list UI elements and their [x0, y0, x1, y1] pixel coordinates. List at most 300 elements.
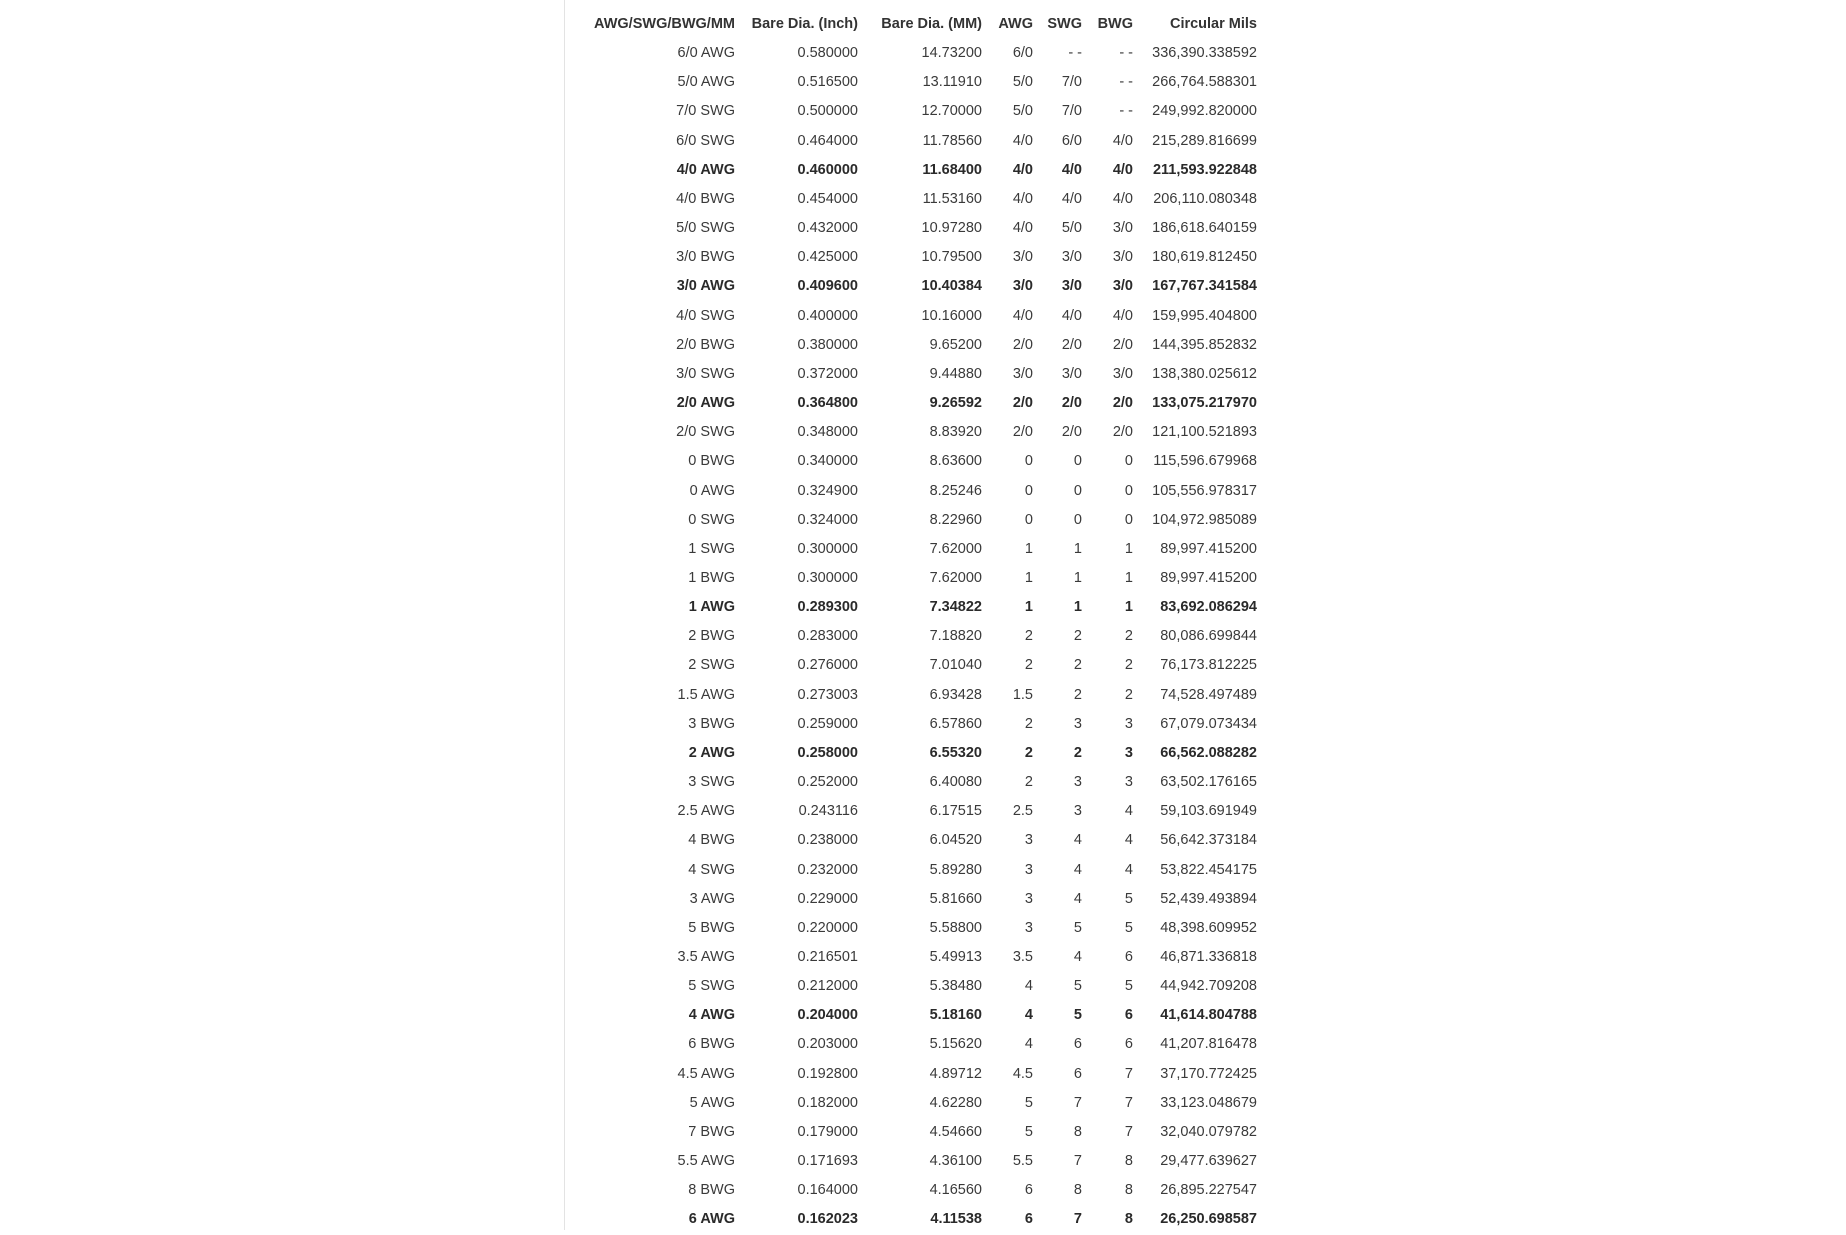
table-row: [585, 418, 1257, 447]
cell-bare-dia-inch: 0.283000: [797, 628, 858, 645]
cell-bwg: 5: [1124, 890, 1133, 907]
cell-awg: 5.5: [1012, 1153, 1033, 1170]
cell-bare-dia-mm: 5.58800: [929, 919, 982, 936]
cell-bwg: - -: [1119, 74, 1133, 91]
cell-awg: 0: [1024, 453, 1033, 470]
cell-size: 2/0 BWG: [676, 336, 735, 353]
cell-circular-mils: 211,593.922848: [1152, 161, 1257, 178]
cell-bare-dia-mm: 7.62000: [929, 569, 982, 586]
cell-bare-dia-mm: 10.40384: [921, 278, 982, 295]
header-awg: AWG: [998, 16, 1033, 32]
cell-awg: 2/0: [1012, 336, 1033, 353]
cell-bare-dia-mm: 11.78560: [922, 132, 982, 149]
cell-awg: 2: [1024, 628, 1033, 645]
cell-size: 6 AWG: [688, 1211, 735, 1228]
cell-circular-mils: 41,207.816478: [1160, 1036, 1257, 1053]
cell-size: 3 BWG: [688, 715, 735, 732]
cell-bare-dia-mm: 5.49913: [929, 949, 982, 965]
cell-bare-dia-mm: 6.17515: [929, 803, 982, 820]
cell-circular-mils: 180,619.812450: [1152, 249, 1257, 266]
cell-awg: 3: [1024, 890, 1033, 907]
cell-size: 3 SWG: [688, 774, 735, 791]
table-row: [585, 681, 1257, 710]
cell-bare-dia-inch: 0.409600: [797, 278, 858, 295]
cell-size: 3.5 AWG: [677, 949, 735, 965]
cell-circular-mils: 167,767.341584: [1152, 278, 1257, 295]
cell-bare-dia-inch: 0.300000: [797, 540, 858, 557]
cell-circular-mils: 63,502.176165: [1160, 774, 1257, 791]
cell-circular-mils: 26,250.698587: [1160, 1211, 1257, 1228]
cell-size: 4 AWG: [688, 1007, 735, 1024]
cell-bwg: 4: [1124, 803, 1133, 820]
table-row: [585, 39, 1257, 68]
cell-bare-dia-inch: 0.324000: [797, 511, 858, 528]
cell-awg: 1: [1024, 540, 1033, 557]
cell-circular-mils: 41,614.804788: [1160, 1007, 1257, 1024]
cell-swg: 3/0: [1061, 249, 1082, 266]
cell-circular-mils: 80,086.699844: [1160, 628, 1257, 645]
cell-swg: 0: [1073, 482, 1082, 499]
cell-awg: 3: [1024, 832, 1033, 849]
table-row: [585, 1030, 1257, 1059]
cell-awg: 4/0: [1012, 132, 1033, 149]
cell-size: 4.5 AWG: [677, 1065, 735, 1082]
cell-size: 0 BWG: [688, 453, 735, 470]
cell-bwg: 8: [1124, 1153, 1133, 1170]
cell-bare-dia-inch: 0.212000: [797, 978, 858, 995]
cell-awg: 2: [1024, 774, 1033, 791]
table-row: [585, 477, 1257, 506]
cell-circular-mils: 53,822.454175: [1160, 861, 1257, 878]
cell-bare-dia-mm: 4.11538: [930, 1211, 982, 1228]
table-row: [585, 943, 1257, 972]
cell-bare-dia-inch: 0.400000: [797, 307, 858, 324]
cell-bwg: 3/0: [1112, 220, 1133, 237]
cell-circular-mils: 336,390.338592: [1152, 45, 1257, 62]
cell-bwg: 5: [1124, 978, 1133, 995]
cell-swg: 8: [1073, 1182, 1082, 1199]
cell-swg: 7: [1073, 1153, 1082, 1170]
cell-awg: 5: [1024, 1123, 1033, 1140]
wire-gauge-table: [585, 10, 1257, 1235]
table-row: [585, 331, 1257, 360]
cell-swg: 6/0: [1061, 132, 1082, 149]
cell-bare-dia-mm: 11.68400: [922, 161, 982, 178]
table-row: [585, 127, 1257, 156]
cell-bare-dia-inch: 0.238000: [797, 832, 858, 849]
content-divider: [564, 0, 565, 1230]
cell-bwg: - -: [1119, 103, 1133, 120]
cell-bwg: 2/0: [1112, 395, 1133, 412]
cell-bare-dia-inch: 0.380000: [797, 336, 858, 353]
cell-awg: 5/0: [1012, 74, 1033, 91]
cell-bwg: 1: [1124, 540, 1133, 557]
table-row: [585, 972, 1257, 1001]
cell-awg: 3/0: [1012, 278, 1033, 295]
table-row: [585, 768, 1257, 797]
cell-swg: 8: [1073, 1123, 1082, 1140]
cell-bare-dia-mm: 9.65200: [929, 336, 982, 353]
table-row: [585, 1001, 1257, 1030]
cell-size: 1.5 AWG: [677, 686, 735, 703]
cell-size: 1 BWG: [688, 569, 735, 586]
cell-bwg: 4/0: [1112, 190, 1133, 207]
table-body: [585, 39, 1257, 1234]
cell-size: 1 SWG: [688, 540, 735, 557]
cell-bare-dia-mm: 7.62000: [929, 540, 982, 557]
cell-bwg: 7: [1124, 1123, 1133, 1140]
cell-size: 2 AWG: [688, 744, 735, 761]
table-row: [585, 243, 1257, 272]
cell-bwg: 7: [1124, 1065, 1133, 1082]
cell-bare-dia-inch: 0.454000: [797, 190, 858, 207]
cell-size: 2.5 AWG: [677, 803, 735, 820]
cell-size: 2 SWG: [688, 657, 735, 674]
table-row: [585, 1060, 1257, 1089]
cell-bare-dia-mm: 8.22960: [929, 511, 982, 528]
cell-swg: 3: [1073, 774, 1082, 791]
cell-bare-dia-inch: 0.273003: [797, 686, 858, 703]
cell-bare-dia-inch: 0.232000: [797, 861, 858, 878]
header-bare-dia-mm: Bare Dia. (MM): [881, 16, 982, 32]
cell-circular-mils: 26,895.227547: [1160, 1182, 1257, 1199]
cell-size: 7/0 SWG: [676, 103, 735, 120]
cell-size: 3/0 SWG: [676, 365, 735, 382]
cell-circular-mils: 44,942.709208: [1160, 978, 1257, 995]
cell-awg: 0: [1024, 482, 1033, 499]
cell-bare-dia-inch: 0.516500: [797, 74, 858, 91]
cell-circular-mils: 206,110.080348: [1153, 190, 1257, 207]
cell-bwg: 3/0: [1112, 365, 1133, 382]
cell-bare-dia-inch: 0.340000: [797, 453, 858, 470]
cell-swg: 1: [1073, 540, 1082, 557]
table-row: [585, 593, 1257, 622]
table-row: [585, 622, 1257, 651]
cell-bwg: - -: [1119, 45, 1133, 62]
cell-bare-dia-mm: 11.53160: [922, 190, 982, 207]
cell-swg: 2/0: [1061, 395, 1082, 412]
table-row: [585, 797, 1257, 826]
cell-swg: 5: [1073, 978, 1082, 995]
cell-circular-mils: 215,289.816699: [1152, 132, 1257, 149]
header-size: AWG/SWG/BWG/MM: [594, 16, 735, 32]
table-row: [585, 651, 1257, 680]
cell-size: 0 AWG: [689, 482, 735, 499]
cell-awg: 2/0: [1012, 395, 1033, 412]
cell-swg: 2/0: [1061, 424, 1082, 441]
table-row: [585, 1205, 1257, 1234]
cell-size: 2/0 SWG: [676, 424, 735, 441]
cell-swg: 7/0: [1061, 74, 1082, 91]
cell-circular-mils: 48,398.609952: [1160, 919, 1257, 936]
cell-circular-mils: 266,764.588301: [1152, 74, 1257, 91]
cell-circular-mils: 59,103.691949: [1160, 803, 1257, 820]
cell-circular-mils: 83,692.086294: [1160, 599, 1257, 616]
header-bwg: BWG: [1097, 16, 1133, 32]
cell-bwg: 1: [1124, 599, 1133, 616]
cell-bare-dia-mm: 10.97280: [921, 220, 982, 237]
cell-swg: 4: [1073, 861, 1082, 878]
cell-size: 3/0 AWG: [676, 278, 735, 295]
cell-awg: 1: [1024, 599, 1033, 616]
cell-circular-mils: 46,871.336818: [1160, 949, 1257, 965]
cell-bare-dia-inch: 0.252000: [797, 774, 858, 791]
cell-circular-mils: 186,618.640159: [1152, 220, 1257, 237]
cell-circular-mils: 105,556.978317: [1152, 482, 1257, 499]
cell-size: 5 AWG: [689, 1094, 735, 1111]
cell-swg: - -: [1068, 45, 1082, 62]
cell-swg: 3: [1073, 803, 1082, 820]
cell-awg: 2/0: [1012, 424, 1033, 441]
cell-swg: 7: [1073, 1094, 1082, 1111]
cell-bare-dia-inch: 0.289300: [797, 599, 858, 616]
table-row: [585, 1176, 1257, 1205]
cell-bare-dia-inch: 0.372000: [797, 365, 858, 382]
cell-bare-dia-inch: 0.276000: [797, 657, 858, 674]
cell-bare-dia-mm: 9.44880: [929, 365, 982, 382]
cell-bare-dia-inch: 0.182000: [797, 1094, 858, 1111]
cell-bare-dia-inch: 0.162023: [797, 1211, 858, 1228]
cell-bare-dia-mm: 6.57860: [929, 715, 982, 732]
cell-bare-dia-mm: 10.79500: [921, 249, 982, 266]
cell-circular-mils: 144,395.852832: [1152, 336, 1257, 353]
cell-awg: 4/0: [1012, 307, 1033, 324]
cell-awg: 4/0: [1012, 220, 1033, 237]
cell-swg: 2: [1073, 628, 1082, 645]
table-header-row: [585, 10, 1257, 39]
cell-bwg: 0: [1124, 453, 1133, 470]
cell-bwg: 6: [1124, 949, 1133, 965]
cell-bare-dia-inch: 0.425000: [797, 249, 858, 266]
cell-size: 4/0 AWG: [676, 161, 735, 178]
table-row: [585, 68, 1257, 97]
cell-bare-dia-mm: 4.54660: [929, 1123, 982, 1140]
cell-bwg: 5: [1124, 919, 1133, 936]
cell-awg: 6/0: [1012, 45, 1033, 62]
table-row: [585, 447, 1257, 476]
cell-awg: 1: [1024, 569, 1033, 586]
cell-size: 5 BWG: [688, 919, 735, 936]
cell-bwg: 2/0: [1112, 336, 1133, 353]
cell-awg: 3/0: [1012, 249, 1033, 266]
cell-size: 0 SWG: [688, 511, 735, 528]
cell-bare-dia-mm: 8.83920: [929, 424, 982, 441]
cell-bare-dia-inch: 0.204000: [797, 1007, 858, 1024]
cell-bare-dia-inch: 0.259000: [797, 715, 858, 732]
cell-swg: 5/0: [1061, 220, 1082, 237]
cell-awg: 4/0: [1012, 161, 1033, 178]
cell-circular-mils: 115,596.679968: [1153, 453, 1257, 470]
cell-awg: 4.5: [1012, 1065, 1033, 1082]
cell-swg: 3/0: [1061, 278, 1082, 295]
cell-awg: 2.5: [1012, 803, 1033, 820]
cell-bwg: 3/0: [1112, 249, 1133, 266]
cell-swg: 4: [1073, 832, 1082, 849]
cell-awg: 5: [1024, 1094, 1033, 1111]
cell-swg: 3: [1073, 715, 1082, 732]
cell-circular-mils: 37,170.772425: [1160, 1065, 1257, 1082]
cell-size: 2 BWG: [688, 628, 735, 645]
cell-size: 4/0 BWG: [676, 190, 735, 207]
cell-bwg: 8: [1124, 1211, 1133, 1228]
cell-size: 5.5 AWG: [677, 1153, 735, 1170]
cell-circular-mils: 52,439.493894: [1160, 890, 1257, 907]
cell-bare-dia-inch: 0.220000: [797, 919, 858, 936]
table-row: [585, 826, 1257, 855]
cell-awg: 4: [1024, 1036, 1033, 1053]
cell-circular-mils: 104,972.985089: [1152, 511, 1257, 528]
cell-bwg: 3: [1124, 744, 1133, 761]
cell-bare-dia-inch: 0.464000: [797, 132, 858, 149]
table-row: [585, 1089, 1257, 1118]
cell-awg: 4: [1024, 1007, 1033, 1024]
cell-bwg: 4/0: [1112, 132, 1133, 149]
cell-swg: 2: [1073, 686, 1082, 703]
cell-bare-dia-mm: 5.38480: [929, 978, 982, 995]
cell-size: 6 BWG: [688, 1036, 735, 1053]
cell-bwg: 2: [1124, 657, 1133, 674]
cell-swg: 5: [1073, 919, 1082, 936]
table-row: [585, 214, 1257, 243]
cell-bare-dia-mm: 6.40080: [929, 774, 982, 791]
cell-bwg: 3: [1124, 774, 1133, 791]
cell-awg: 2: [1024, 657, 1033, 674]
cell-bare-dia-mm: 5.81660: [929, 890, 982, 907]
cell-circular-mils: 67,079.073434: [1160, 715, 1257, 732]
cell-circular-mils: 249,992.820000: [1152, 103, 1257, 120]
cell-bwg: 4/0: [1112, 307, 1133, 324]
cell-bare-dia-mm: 7.01040: [929, 657, 982, 674]
cell-swg: 4: [1073, 890, 1082, 907]
header-circular-mils: Circular Mils: [1169, 16, 1257, 32]
cell-bwg: 4/0: [1112, 161, 1133, 178]
cell-bare-dia-inch: 0.348000: [797, 424, 858, 441]
cell-bare-dia-inch: 0.460000: [797, 161, 858, 178]
cell-awg: 2: [1024, 744, 1033, 761]
cell-size: 8 BWG: [688, 1182, 735, 1199]
cell-bwg: 0: [1124, 511, 1133, 528]
cell-awg: 4/0: [1012, 190, 1033, 207]
cell-size: 4/0 SWG: [676, 307, 735, 324]
table-row: [585, 389, 1257, 418]
cell-bare-dia-mm: 5.15620: [929, 1036, 982, 1053]
cell-bare-dia-mm: 10.16000: [921, 307, 982, 324]
cell-swg: 3/0: [1061, 365, 1082, 382]
cell-circular-mils: 138,380.025612: [1152, 365, 1257, 382]
table-row: [585, 156, 1257, 185]
cell-circular-mils: 29,477.639627: [1160, 1153, 1257, 1170]
table-row: [585, 914, 1257, 943]
cell-bare-dia-inch: 0.203000: [797, 1036, 858, 1053]
cell-awg: 3: [1024, 861, 1033, 878]
cell-bare-dia-inch: 0.164000: [797, 1182, 858, 1199]
cell-circular-mils: 121,100.521893: [1152, 424, 1257, 441]
table-row: [585, 564, 1257, 593]
cell-circular-mils: 159,995.404800: [1152, 307, 1257, 324]
cell-circular-mils: 56,642.373184: [1160, 832, 1257, 849]
cell-circular-mils: 89,997.415200: [1160, 540, 1257, 557]
cell-bare-dia-mm: 8.25246: [929, 482, 982, 499]
cell-size: 3 AWG: [689, 890, 735, 907]
cell-size: 3/0 BWG: [676, 249, 735, 266]
cell-swg: 1: [1073, 569, 1082, 586]
cell-bare-dia-mm: 6.55320: [929, 744, 982, 761]
cell-bare-dia-mm: 7.34822: [929, 599, 982, 616]
cell-swg: 0: [1073, 511, 1082, 528]
cell-bare-dia-inch: 0.432000: [797, 220, 858, 237]
cell-bare-dia-inch: 0.580000: [797, 45, 858, 62]
cell-bare-dia-inch: 0.324900: [797, 482, 858, 499]
cell-bwg: 0: [1124, 482, 1133, 499]
cell-circular-mils: 32,040.079782: [1160, 1123, 1257, 1140]
cell-awg: 5/0: [1012, 103, 1033, 120]
cell-bwg: 7: [1124, 1094, 1133, 1111]
cell-bwg: 2: [1124, 628, 1133, 645]
cell-swg: 4: [1073, 949, 1082, 965]
cell-bwg: 3: [1124, 715, 1133, 732]
cell-swg: 2/0: [1061, 336, 1082, 353]
cell-bwg: 6: [1124, 1036, 1133, 1053]
table-row: [585, 1147, 1257, 1176]
cell-bwg: 6: [1124, 1007, 1133, 1024]
cell-bwg: 8: [1124, 1182, 1133, 1199]
cell-swg: 4/0: [1061, 161, 1082, 178]
cell-swg: 1: [1073, 599, 1082, 616]
table-row: [585, 739, 1257, 768]
table-row: [585, 185, 1257, 214]
header-bare-dia-inch: Bare Dia. (Inch): [751, 16, 858, 32]
table-row: [585, 506, 1257, 535]
cell-size: 4 SWG: [688, 861, 735, 878]
cell-size: 5 SWG: [688, 978, 735, 995]
cell-circular-mils: 76,173.812225: [1160, 657, 1257, 674]
cell-bare-dia-mm: 5.89280: [929, 861, 982, 878]
cell-swg: 5: [1073, 1007, 1082, 1024]
cell-bwg: 3/0: [1112, 278, 1133, 295]
cell-bare-dia-inch: 0.300000: [797, 569, 858, 586]
cell-awg: 1.5: [1012, 686, 1033, 703]
table-row: [585, 360, 1257, 389]
cell-bare-dia-inch: 0.216501: [797, 949, 858, 965]
cell-swg: 7: [1073, 1211, 1082, 1228]
cell-awg: 3.5: [1012, 949, 1033, 965]
cell-bare-dia-mm: 5.18160: [929, 1007, 982, 1024]
table-row: [585, 856, 1257, 885]
cell-bare-dia-inch: 0.364800: [797, 395, 858, 412]
cell-size: 4 BWG: [688, 832, 735, 849]
cell-bare-dia-mm: 6.93428: [929, 686, 982, 703]
cell-bare-dia-mm: 4.36100: [929, 1153, 982, 1170]
cell-size: 1 AWG: [688, 599, 735, 616]
cell-bare-dia-inch: 0.500000: [797, 103, 858, 120]
cell-awg: 3: [1024, 919, 1033, 936]
cell-bwg: 2: [1124, 686, 1133, 703]
cell-awg: 4: [1024, 978, 1033, 995]
cell-bare-dia-inch: 0.179000: [797, 1123, 858, 1140]
table-row: [585, 97, 1257, 126]
cell-bwg: 1: [1124, 569, 1133, 586]
cell-awg: 6: [1024, 1182, 1033, 1199]
cell-bare-dia-inch: 0.192800: [797, 1065, 858, 1082]
cell-bwg: 2/0: [1112, 424, 1133, 441]
table-row: [585, 710, 1257, 739]
cell-size: 5/0 AWG: [677, 74, 735, 91]
cell-bare-dia-inch: 0.243116: [798, 803, 858, 820]
cell-size: 5/0 SWG: [676, 220, 735, 237]
cell-circular-mils: 33,123.048679: [1160, 1094, 1257, 1111]
cell-bare-dia-mm: 9.26592: [929, 395, 982, 412]
cell-bwg: 4: [1124, 861, 1133, 878]
